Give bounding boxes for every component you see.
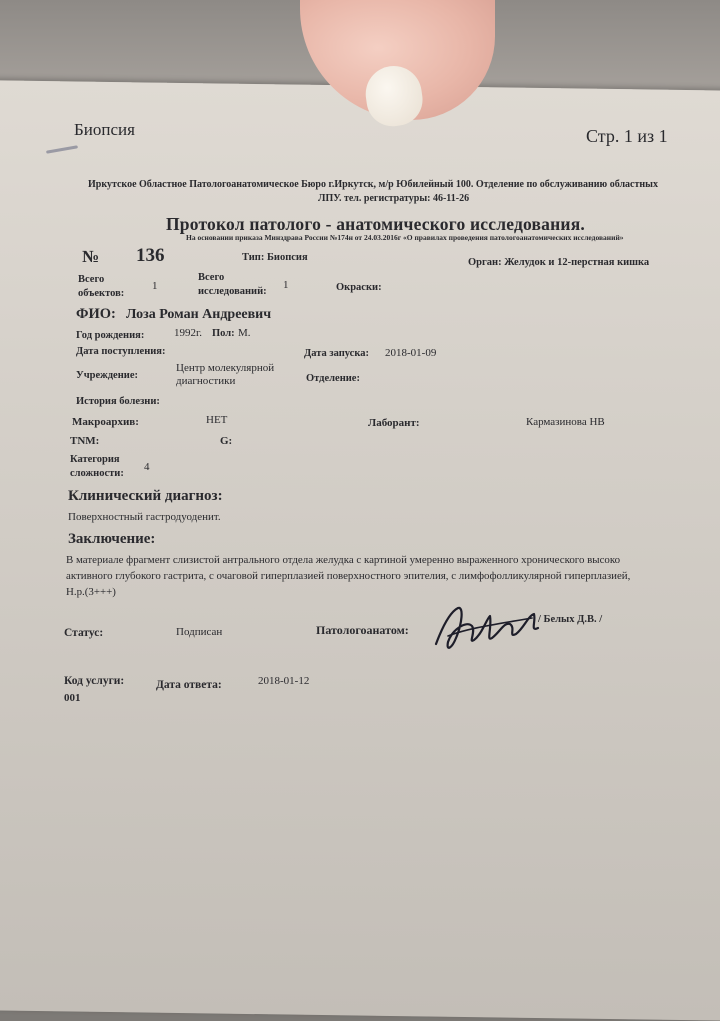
- pathologist-label: Патологоанатом:: [316, 623, 409, 637]
- fio-label: ФИО:: [76, 306, 116, 322]
- stains-label: Окраски:: [336, 282, 382, 293]
- fio-value: Лоза Роман Андреевич: [126, 307, 272, 322]
- studies-value: 1: [283, 279, 289, 291]
- department-label: Отделение:: [306, 373, 360, 384]
- studies-label-2: исследований:: [198, 286, 267, 297]
- page-indicator: Стр. 1 из 1: [586, 126, 668, 146]
- diagnosis-text: Поверхностный гастродуоденит.: [68, 511, 221, 523]
- objects-label-2: объектов:: [78, 288, 125, 299]
- protocol-title: Протокол патолого - анатомического исследования.: [166, 214, 585, 234]
- category-label-2: сложности:: [70, 468, 124, 479]
- number-label: №: [82, 247, 100, 266]
- pathologist-value: / Белых Д.В. /: [538, 614, 603, 625]
- tnm-label: TNM:: [70, 435, 100, 447]
- launch-value: 2018-01-09: [385, 347, 437, 359]
- sex-value: М.: [238, 327, 251, 339]
- type-label: Тип: Биопсия: [242, 252, 308, 263]
- conclusion-line-2: активного глубокого гастрита, с очаговой гиперплазией поверхностного эпителия, с лимфофолликулярной гиперплазией,: [66, 570, 631, 582]
- g-label: G:: [220, 435, 233, 447]
- status-value: Подписан: [176, 626, 223, 638]
- signature-image: [428, 598, 546, 662]
- macro-label: Макроархив:: [72, 416, 139, 428]
- org-line-1: Иркутское Областное Патологоанатомическое Бюро г.Иркутск, м/р Юбилейный 100. Отделение по обслуживанию областных: [88, 179, 658, 190]
- macro-value: НЕТ: [206, 414, 228, 426]
- conclusion-heading: Заключение:: [68, 531, 156, 547]
- service-value: 001: [64, 692, 81, 704]
- sex-label: Пол:: [212, 328, 235, 339]
- pen-mark: [46, 145, 78, 154]
- lab-label: Лаборант:: [368, 417, 420, 429]
- category-label-1: Категория: [70, 454, 120, 465]
- objects-value: 1: [152, 280, 158, 292]
- history-label: История болезни:: [76, 396, 160, 407]
- protocol-subtitle: На основании приказа Минздрава России №174н от 24.03.2016г «О правилах проведения патологоанатомических исследований»: [186, 233, 624, 242]
- organ-label: Орган: Желудок и 12-перстная кишка: [468, 257, 650, 268]
- institution-line-1: Центр молекулярной: [176, 362, 275, 374]
- answer-value: 2018-01-12: [258, 675, 310, 687]
- doc-type-title: Биопсия: [74, 120, 135, 139]
- lab-value: Кармазинова НВ: [526, 416, 605, 428]
- diagnosis-heading: Клинический диагноз:: [68, 488, 223, 504]
- institution-label: Учреждение:: [76, 370, 138, 381]
- birth-value: 1992г.: [174, 327, 203, 339]
- conclusion-line-3: H.p.(3+++): [66, 586, 116, 598]
- answer-label: Дата ответа:: [156, 679, 222, 691]
- institution-line-2: диагностики: [176, 375, 236, 387]
- service-label: Код услуги:: [64, 675, 125, 687]
- number-value: 136: [136, 245, 165, 266]
- org-line-2: ЛПУ. тел. регистратуры: 46-11-26: [318, 193, 470, 204]
- birth-label: Год рождения:: [76, 330, 145, 341]
- status-label: Статус:: [64, 627, 104, 639]
- admission-label: Дата поступления:: [76, 346, 166, 357]
- launch-label: Дата запуска:: [304, 348, 369, 359]
- conclusion-line-1: В материале фрагмент слизистой антрального отдела желудка с картиной умеренно выраженного хронического высоко: [66, 554, 621, 566]
- objects-label-1: Всего: [78, 274, 105, 285]
- studies-label-1: Всего: [198, 272, 225, 283]
- category-value: 4: [144, 461, 150, 473]
